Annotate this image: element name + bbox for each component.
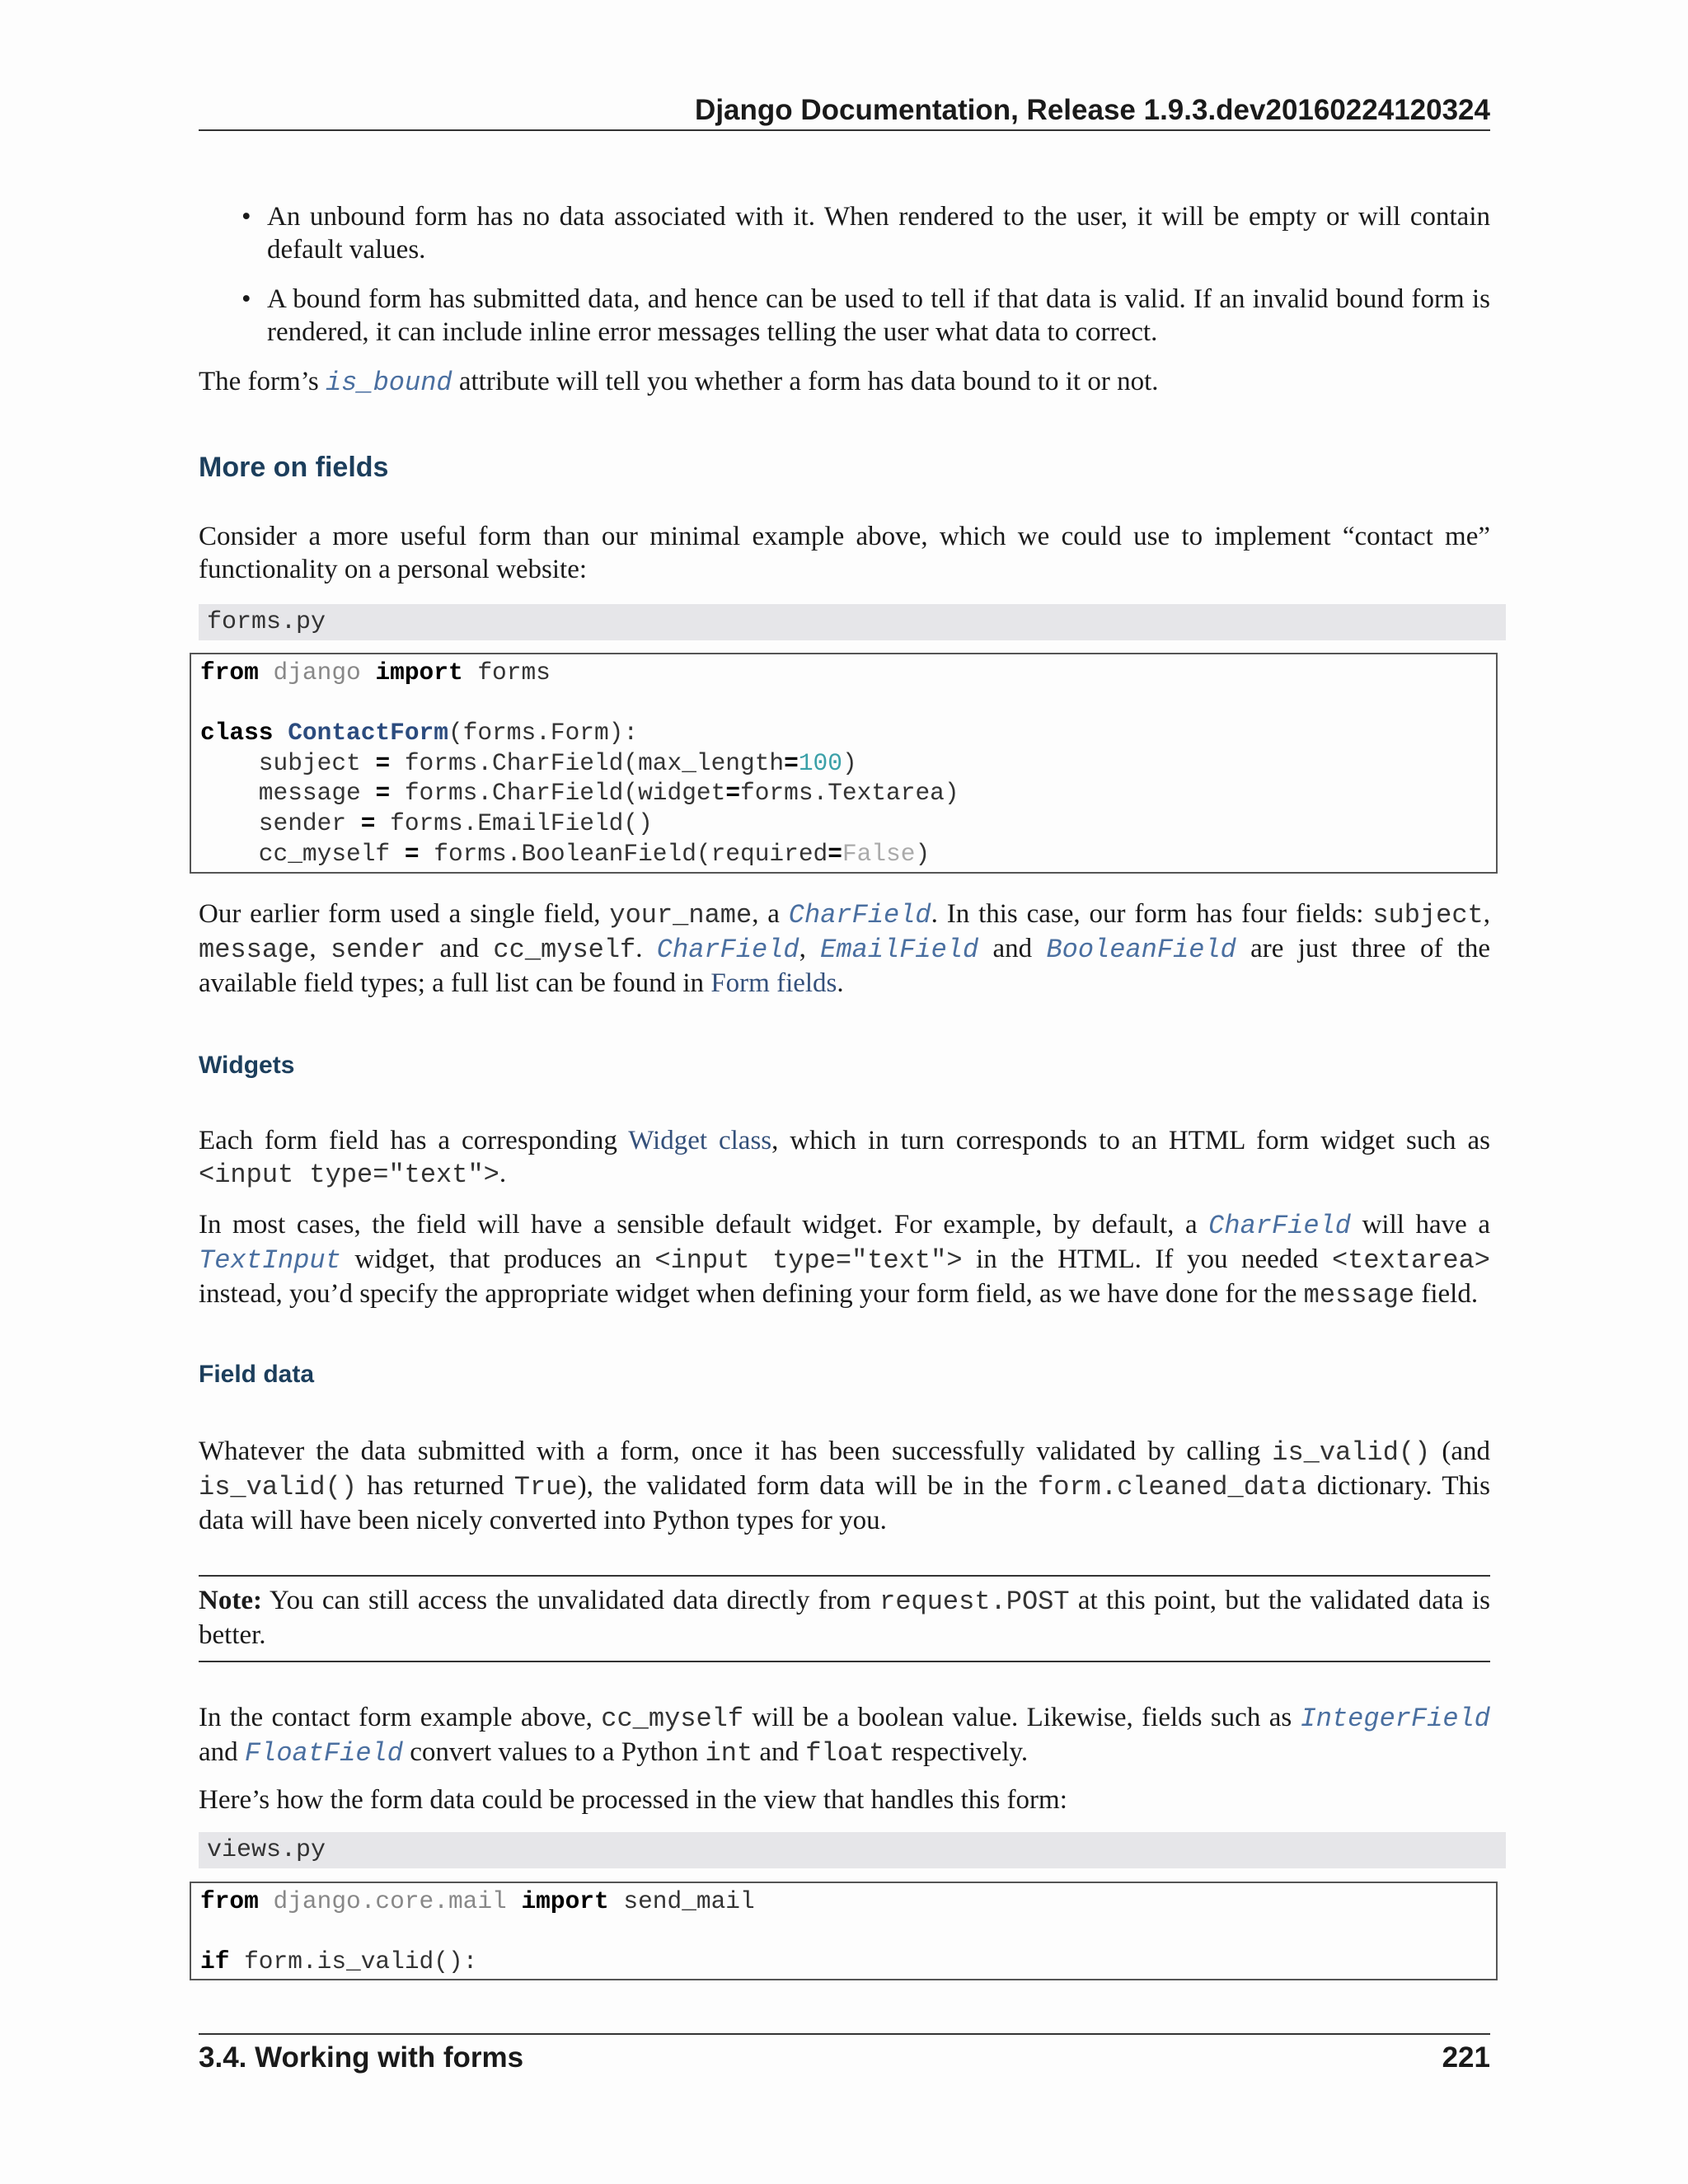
code-block-forms: from django import forms class ContactForm(forms.Form): subject = forms.CharField(max_length=100) message = forms.CharField(widget=forms.Textarea) sender = forms.EmailField() cc_myself = forms.BooleanField(required=False) xyxy=(190,653,1498,874)
note-top-rule xyxy=(199,1575,1490,1577)
more-on-fields-intro: Consider a more useful form than our minimal example above, which we could use to implement “contact me” functionality on a personal website: xyxy=(199,522,1490,584)
document-page xyxy=(199,0,1490,2184)
bullet-icon: • xyxy=(241,202,251,232)
note-bottom-rule xyxy=(199,1661,1490,1662)
widgets-paragraph-1: Each form field has a corresponding Widget class, which in turn corresponds to an HTML form widget such as <input type="text">. xyxy=(199,1126,1490,1190)
integerfield-link[interactable]: IntegerField xyxy=(1300,1704,1490,1734)
field-data-paragraph-2: In the contact form example above, cc_myself will be a boolean value. Likewise, fields such as IntegerField and FloatField convert values to a Python int and float respectively. xyxy=(199,1703,1490,1769)
section-heading-widgets: Widgets xyxy=(199,1052,295,1079)
field-data-paragraph-3: Here’s how the form data could be processed in the view that handles this form: xyxy=(199,1785,1067,1815)
code-caption-forms-py: forms.py xyxy=(199,604,1506,640)
emailfield-link[interactable]: EmailField xyxy=(820,935,979,965)
list-item: • An unbound form has no data associated with it. When rendered to the user, it will be empty or will contain default values. xyxy=(241,202,1490,265)
is-bound-paragraph: The form’s is_bound attribute will tell you whether a form has data bound to it or not. xyxy=(199,367,1159,398)
code-block-views: from django.core.mail import send_mail if form.is_valid(): xyxy=(190,1882,1498,1980)
header-rule xyxy=(199,129,1490,131)
widget-class-link[interactable]: Widget class xyxy=(628,1126,772,1155)
footer-section-title: 3.4. Working with forms xyxy=(199,2041,524,2074)
page-number: 221 xyxy=(1442,2041,1490,2074)
widgets-paragraph-2: In most cases, the field will have a sensible default widget. For example, by default, a CharField will have a TextInput widget, that produces an <input type="text"> in the HTML. If you needed <textarea> instead, you’d specify the appropriate widget when defining your form field, as we have done for the message field. xyxy=(199,1210,1490,1310)
note-label: Note: xyxy=(199,1586,262,1615)
charfield-link[interactable]: CharField xyxy=(788,900,931,930)
footer-rule xyxy=(199,2033,1490,2035)
bullet-icon: • xyxy=(241,284,251,314)
section-heading-more-on-fields: More on fields xyxy=(199,452,389,483)
is-bound-link[interactable]: is_bound xyxy=(325,368,452,398)
bullet-list xyxy=(199,200,1490,365)
section-heading-field-data: Field data xyxy=(199,1361,315,1388)
charfield-link[interactable]: CharField xyxy=(1208,1211,1351,1241)
field-data-paragraph-1: Whatever the data submitted with a form, once it has been successfully validated by calling is_valid() (and is_valid() has returned True), the validated form data will be in the form.cleaned_data dictionary. This data will have been nicely converted into Python types for you. xyxy=(199,1436,1490,1535)
textinput-link[interactable]: TextInput xyxy=(199,1245,341,1276)
list-item: • A bound form has submitted data, and hence can be used to tell if that data is valid. If an invalid bound form is rendered, it can include inline error messages telling the user what data to correct. xyxy=(241,284,1490,347)
booleanfield-link[interactable]: BooleanField xyxy=(1046,935,1236,965)
running-header: Django Documentation, Release 1.9.3.dev20160224120324 xyxy=(695,94,1490,126)
code-caption-views-py: views.py xyxy=(199,1832,1506,1868)
form-fields-link[interactable]: Form fields xyxy=(710,968,837,998)
note-box: Note: You can still access the unvalidated data directly from request.POST at this point, but the validated data is better. xyxy=(199,1586,1490,1650)
fields-paragraph: Our earlier form used a single field, your_name, a CharField. In this case, our form has four fields: subject, message, sender and cc_myself. CharField, EmailField and BooleanField are just three of the available field types; a full list can be found in Form fields. xyxy=(199,899,1491,998)
floatfield-link[interactable]: FloatField xyxy=(244,1738,403,1769)
charfield-link[interactable]: CharField xyxy=(656,935,799,965)
